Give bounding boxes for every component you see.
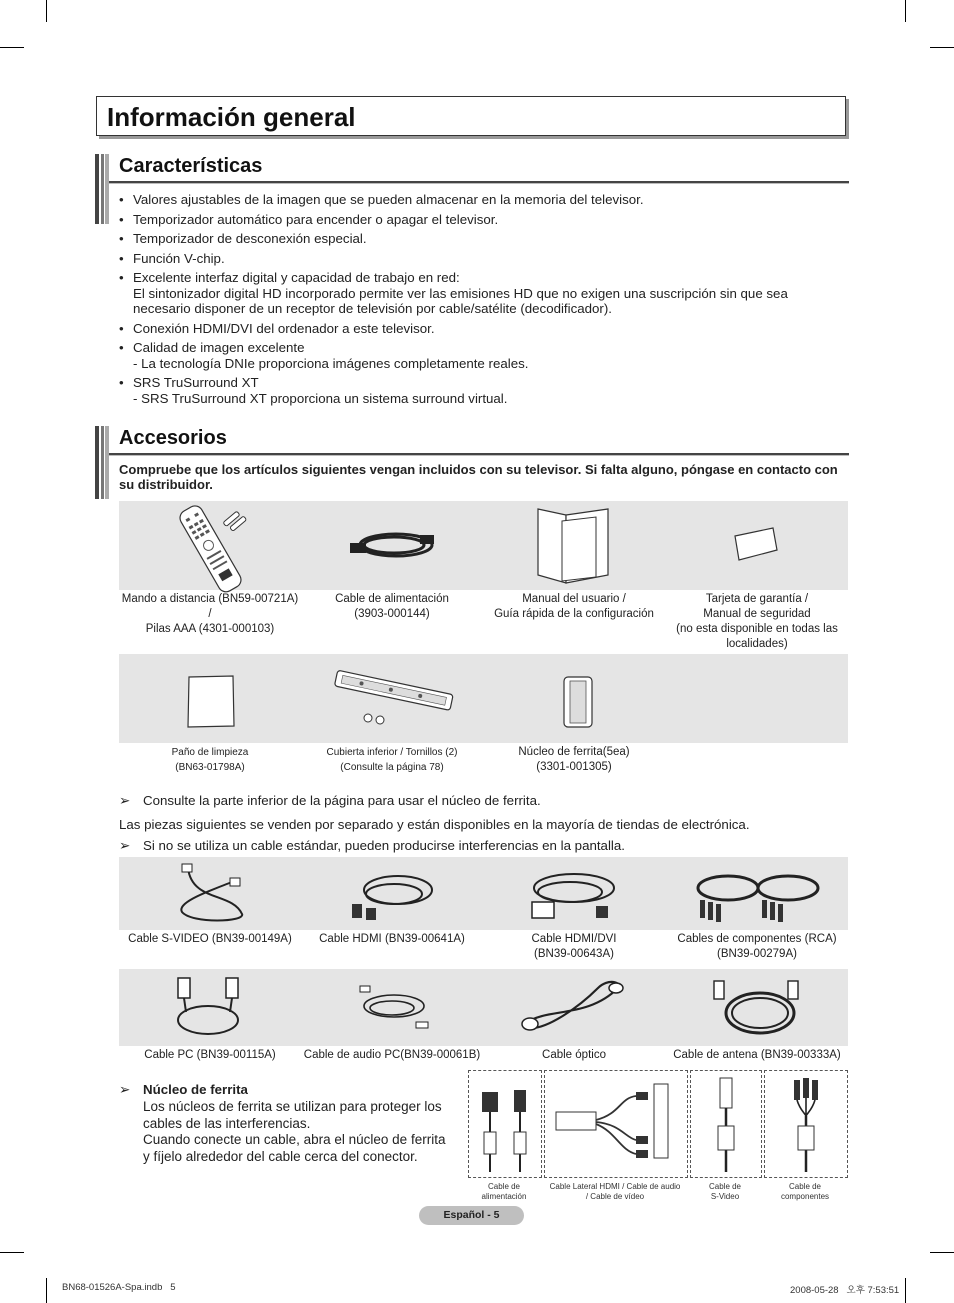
optical-cable-icon xyxy=(518,978,628,1036)
pc-audio-cable-icon xyxy=(356,982,434,1034)
feature-item: • Valores ajustables de la imagen que se pueden almacenar en la memoria del televisor. xyxy=(119,192,829,208)
ferrite-caption-power: Cable de alimentación xyxy=(481,1182,527,1201)
caption-antenna: Cable de antena (BN39-00333A) xyxy=(673,1049,841,1061)
component-cable-icon xyxy=(692,862,824,924)
ferrite-component-diagram xyxy=(784,1076,828,1174)
hdmi-cable-icon xyxy=(348,864,438,922)
feature-item: • Temporizador de desconexión especial. xyxy=(119,231,829,247)
crop-mark xyxy=(0,1252,24,1253)
caption-ferrite: Núcleo de ferrita(5ea) (3301-001305) xyxy=(518,746,630,773)
feature-item: • Conexión HDMI/DVI del ordenador a este televisor. xyxy=(119,321,829,337)
features-heading: Características xyxy=(119,155,263,177)
manual-booklet-icon xyxy=(536,507,611,585)
caption-component: Cables de componentes (RCA) (BN39-00279A) xyxy=(677,933,837,960)
ferrite-caption-component: Cable de componentes xyxy=(780,1182,830,1201)
crop-mark xyxy=(46,1278,47,1303)
section-rule xyxy=(109,453,849,456)
page-title: Información general xyxy=(107,102,356,132)
power-cord-icon xyxy=(348,525,438,565)
caption-power-cord: Cable de alimentación (3903-000144) xyxy=(335,593,449,620)
accessories-heading: Accesorios xyxy=(119,427,227,449)
caption-optical: Cable óptico xyxy=(542,1049,606,1061)
ferrite-hdmi-diagram xyxy=(550,1084,682,1170)
ferrite-power-diagram xyxy=(474,1076,534,1174)
arrow-icon: ➢ xyxy=(119,838,131,853)
ferrite-body-1: Los núcleos de ferrita se utilizan para proteger los cables de las interferencias. xyxy=(143,1099,442,1131)
section-bar xyxy=(95,426,109,499)
caption-cloth: Paño de limpieza (BN63-01798A) xyxy=(171,747,249,773)
footer-file: BN68-01526A-Spa.indb 5 xyxy=(62,1282,176,1293)
accessories-intro: Compruebe que los artículos siguientes vengan incluidos con su televisor. Si falta alguno, póngase en contacto con su distribuidor. xyxy=(119,462,838,492)
page-title-box xyxy=(96,96,846,136)
hdmi-dvi-cable-icon xyxy=(526,864,618,924)
caption-hdmi-dvi: Cable HDMI/DVI (BN39-00643A) xyxy=(531,933,617,960)
arrow-icon: ➢ xyxy=(119,1082,131,1097)
cleaning-cloth-icon xyxy=(185,674,237,730)
antenna-cable-icon xyxy=(712,977,802,1039)
crop-mark xyxy=(905,1278,906,1303)
separately-sold: Las piezas siguientes se venden por separado y están disponibles en la mayoría de tiendas de electrónica. xyxy=(119,817,750,832)
caption-hdmi: Cable HDMI (BN39-00641A) xyxy=(319,933,465,945)
crop-mark xyxy=(905,0,906,22)
caption-manual: Manual del usuario / Guía rápida de la configuración xyxy=(494,593,654,620)
features-list xyxy=(119,192,829,410)
bottom-cover-icon xyxy=(330,664,454,726)
crop-mark xyxy=(930,1252,954,1253)
ferrite-heading-row xyxy=(119,1082,248,1098)
section-bar xyxy=(95,154,109,224)
remote-control-icon xyxy=(160,505,260,591)
note-cable: ➢ Si no se utiliza un cable estándar, pueden producirse interferencias en la pantalla. xyxy=(119,838,625,853)
feature-item: • SRS TruSurround XT - SRS TruSurround XT proporciona un sistema surround virtual. xyxy=(119,375,829,406)
feature-item: • Calidad de imagen excelente - La tecnología DNIe proporciona imágenes completamente reales. xyxy=(119,340,829,371)
caption-cover: Cubierta inferior / Tornillos (2) (Consulte la página 78) xyxy=(326,747,458,773)
ferrite-caption-svideo: Cable de S-Video xyxy=(708,1182,742,1201)
pc-cable-icon xyxy=(172,976,246,1040)
ferrite-heading: Núcleo de ferrita xyxy=(143,1082,248,1097)
section-rule xyxy=(109,181,849,184)
page-number-badge: Español - 5 xyxy=(419,1206,524,1225)
caption-warranty: Tarjeta de garantía / Manual de seguridad (no esta disponible en todas las localidades) xyxy=(676,593,838,650)
arrow-icon: ➢ xyxy=(119,793,131,808)
caption-remote: Mando a distancia (BN59-00721A) / Pilas AAA (4301-000103) xyxy=(121,593,299,635)
warranty-card-icon xyxy=(733,526,779,562)
feature-item: • Función V-chip. xyxy=(119,251,829,267)
ferrite-caption-hdmi: Cable Lateral HDMI / Cable de audio / Cable de vídeo xyxy=(549,1182,681,1201)
crop-mark xyxy=(0,47,24,48)
caption-svideo: Cable S-VIDEO (BN39-00149A) xyxy=(128,933,292,945)
caption-pc: Cable PC (BN39-00115A) xyxy=(144,1049,276,1061)
ferrite-svideo-diagram xyxy=(708,1076,744,1174)
footer-timestamp: 2008-05-28 오후 7:53:51 xyxy=(790,1285,900,1296)
caption-pc-audio: Cable de audio PC(BN39-00061B) xyxy=(303,1049,481,1061)
crop-mark xyxy=(930,47,954,48)
ferrite-body-2: Cuando conecte un cable, abra el núcleo de ferrita y fíjelo alrededor del cable cerca del conector. xyxy=(143,1132,446,1164)
svideo-cable-icon xyxy=(172,862,252,924)
note-ferrite: ➢ Consulte la parte inferior de la página para usar el núcleo de ferrita. xyxy=(119,793,541,808)
feature-item: • Temporizador automático para encender o apagar el televisor. xyxy=(119,212,829,228)
ferrite-core-icon xyxy=(560,673,596,731)
feature-item: • Excelente interfaz digital y capacidad de trabajo en red: El sintonizador digital HD incorporado permite ver las emisiones HD que no exigen una suscripción sin que sea necesario disponer de un receptor de televisión por cable/satélite (decodificador). xyxy=(119,270,829,317)
crop-mark xyxy=(46,0,47,22)
